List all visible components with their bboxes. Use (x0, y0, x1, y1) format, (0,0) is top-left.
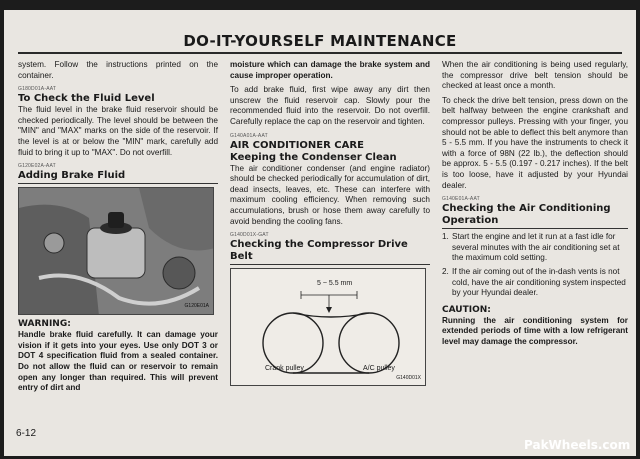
operation-steps (442, 232, 628, 299)
caution-text: Running the air conditioning system for extended periods of time with a low refrigerant level may damage the compressor. (442, 315, 628, 346)
warning-continued: moisture which can damage the brake system and cause improper operation. (230, 60, 430, 80)
list-item: 2. If the air coming out of the in-dash vents is not cold, have the air conditioning system inspected by your Hyundai dealer. (442, 266, 626, 298)
caution-heading: CAUTION: (442, 304, 491, 315)
ac-care-heading: AIR CONDITIONER CARE (230, 139, 364, 151)
warning-text: Handle brake fluid carefully. It can damage your vision if it gets into your eyes. Use only DOT 3 or DOT 4 specification fluid from a sealed container. Do not allow the fluid can or reservoir to remain open any longer than required. This will prevent entry of dirt and (18, 330, 218, 393)
crank-pulley-label: Crank pulley (265, 365, 304, 373)
figure-code: G120E01A (184, 302, 209, 309)
reservoir-photo (18, 187, 214, 315)
operation-heading: Checking the Air Conditioning Operation (442, 203, 628, 229)
section-code: G140A01A-AAT (230, 132, 268, 139)
list-item: 1. Start the engine and let it run at a fast idle for several minutes with the air conditioning set at the maximum cold setting. (442, 232, 620, 263)
belt-heading: Checking the Compressor Drive Belt (230, 239, 430, 265)
column-1 (18, 60, 218, 398)
page-title: DO-IT-YOURSELF MAINTENANCE (183, 32, 457, 50)
belt-usage-text: When the air conditioning is being used regularly, the compressor drive belt tension should be checked at least once a month. (442, 60, 628, 91)
deflection-label: 5 ~ 5.5 mm (317, 280, 353, 288)
header-rule (18, 52, 622, 54)
figure-code: G140D01X (396, 374, 421, 381)
intro-text: system. Follow the instructions printed on the container. (18, 60, 218, 80)
fluid-level-heading: To Check the Fluid Level (18, 93, 155, 105)
reservoir-illustration (19, 188, 214, 315)
column-2 (230, 60, 430, 386)
condenser-heading: Keeping the Condenser Clean (230, 151, 397, 163)
fluid-level-text: The fluid level in the brake fluid reservoir should be checked periodically. The level should be between the "MIN" and "MAX" marks on the side of the reservoir. If the level is at or below the "MIN" mark, carefully add fluid to bring it up to "MAX". Do not overfill. (18, 105, 218, 157)
page-number: 6-12 (16, 428, 37, 439)
warning-heading: WARNING: (18, 319, 71, 330)
adding-fluid-heading: Adding Brake Fluid (18, 170, 218, 184)
column-3 (442, 60, 628, 351)
belt-check-text: To check the drive belt tension, press down on the belt halfway between the engine crankshaft and compressor pulleys. Pressing with your finger, you should not be able to deflect this belt anymore than 5 - 5.5 mm. If you have the instruments to check it with a force of 98N (22 lb.), the deflection should be approx. 5 - 5.5 (0.197 - 0.217 inches). If the belt is too loose, have it adjusted by your Hyundai dealer. (442, 95, 628, 190)
ac-pulley-label: A/C pulley (363, 365, 395, 373)
adding-fluid-text: To add brake fluid, first wipe away any dirt then unscrew the fluid reservoir cap. Slowly pour the recommended fluid into the reservoir. Do not overfill. Carefully replace the cap on the reservoir and tighten. (230, 85, 430, 126)
section-code: G180D01A-AAT (18, 86, 57, 93)
belt-diagram (230, 268, 426, 386)
watermark: PakWheels.com (524, 438, 631, 452)
section-code: G140E01A-AAT (442, 196, 480, 203)
manual-page (4, 10, 636, 456)
section-code: G140D01X-GAT (230, 232, 269, 239)
section-code: G120E02A-AAT (18, 163, 56, 170)
condenser-text: The air conditioner condenser (and engine radiator) should be checked periodically for accumulation of dirt, dead insects, leaves, etc. These can interfere with maximum cooling efficiency. When removing such accumulations, brush or hose them away carefully to avoid bending the cooling fans. (230, 163, 430, 226)
